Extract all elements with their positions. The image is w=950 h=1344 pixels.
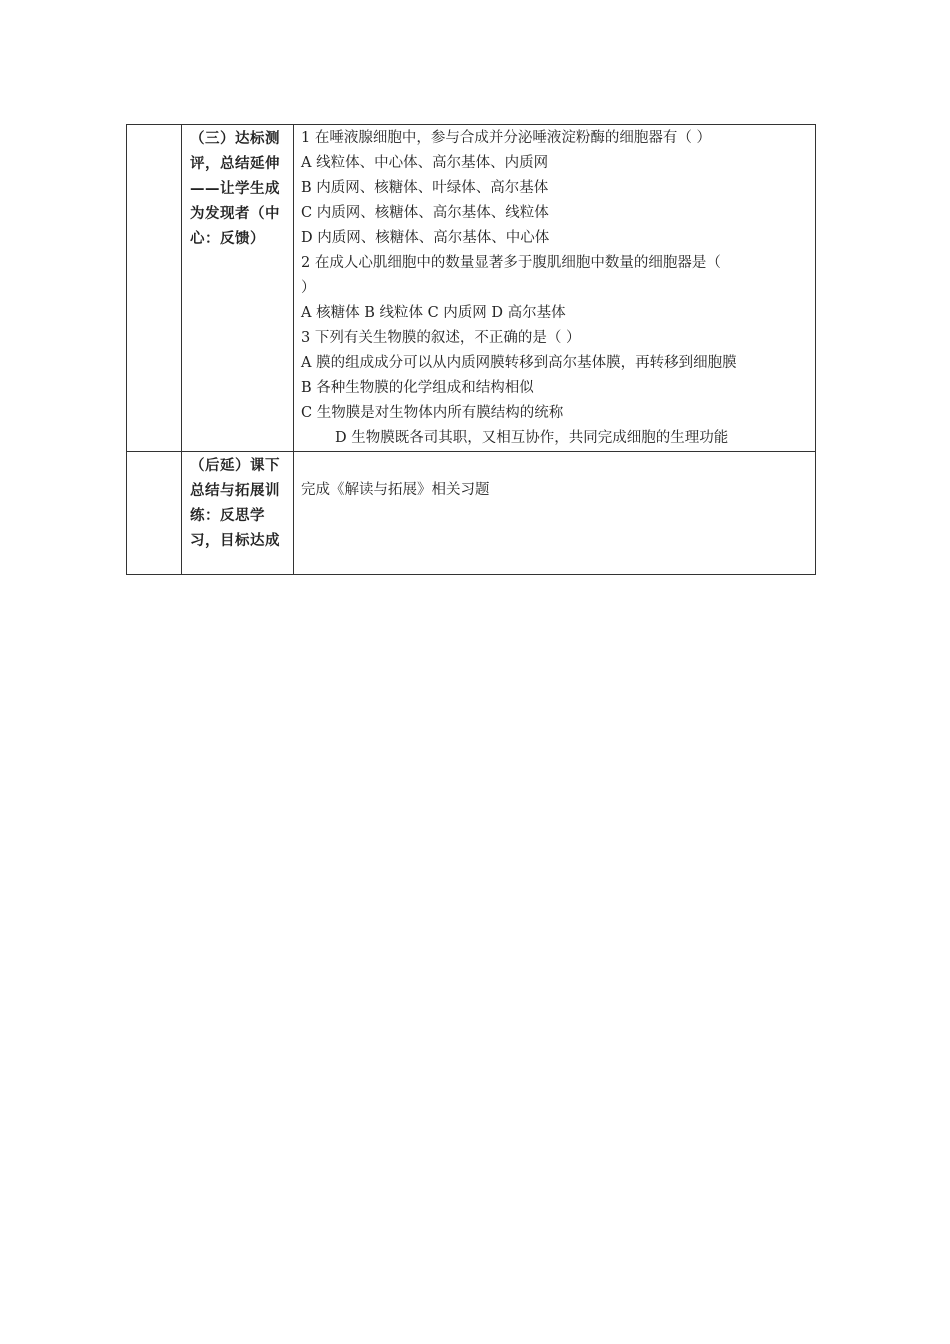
content-cell <box>294 452 816 575</box>
question-line: 1 在唾液腺细胞中，参与合成并分泌唾液淀粉酶的细胞器有（ ） <box>301 130 711 146</box>
option-line: C 生物膜是对生物体内所有膜结构的统称 <box>301 405 564 421</box>
question-line-continued: ） <box>301 280 316 296</box>
stage-cell <box>182 452 294 575</box>
option-line: D 生物膜既各司其职，又相互协作，共同完成细胞的生理功能 <box>335 430 729 446</box>
option-line: A 核糖体 B 线粒体 C 内质网 D 高尔基体 <box>301 305 566 321</box>
table-row <box>127 125 816 452</box>
table-row <box>127 452 816 575</box>
option-line: B 各种生物膜的化学组成和结构相似 <box>301 380 534 396</box>
blank-cell <box>127 452 182 575</box>
content-cell <box>294 125 816 452</box>
assignment-line: 完成《解读与拓展》相关习题 <box>301 482 490 498</box>
option-line: B 内质网、核糖体、叶绿体、高尔基体 <box>301 180 549 196</box>
question-line: 3 下列有关生物膜的叙述，不正确的是（ ） <box>301 330 581 346</box>
option-line: A 膜的组成成分可以从内质网膜转移到高尔基体膜，再转移到细胞膜 <box>301 355 737 371</box>
option-line: C 内质网、核糖体、高尔基体、线粒体 <box>301 205 549 221</box>
option-line: A 线粒体、中心体、高尔基体、内质网 <box>301 155 549 171</box>
blank-cell <box>127 125 182 452</box>
lesson-table <box>126 124 816 575</box>
question-line: 2 在成人心肌细胞中的数量显著多于腹肌细胞中数量的细胞器是（ <box>301 255 721 271</box>
stage-title: （三）达标测评，总结延伸——让学生成为发现者（中心：反馈） <box>190 131 280 247</box>
stage-title: （后延）课下总结与拓展训练：反思学习，目标达成 <box>190 458 280 549</box>
option-line: D 内质网、核糖体、高尔基体、中心体 <box>301 230 550 246</box>
stage-cell <box>182 125 294 452</box>
